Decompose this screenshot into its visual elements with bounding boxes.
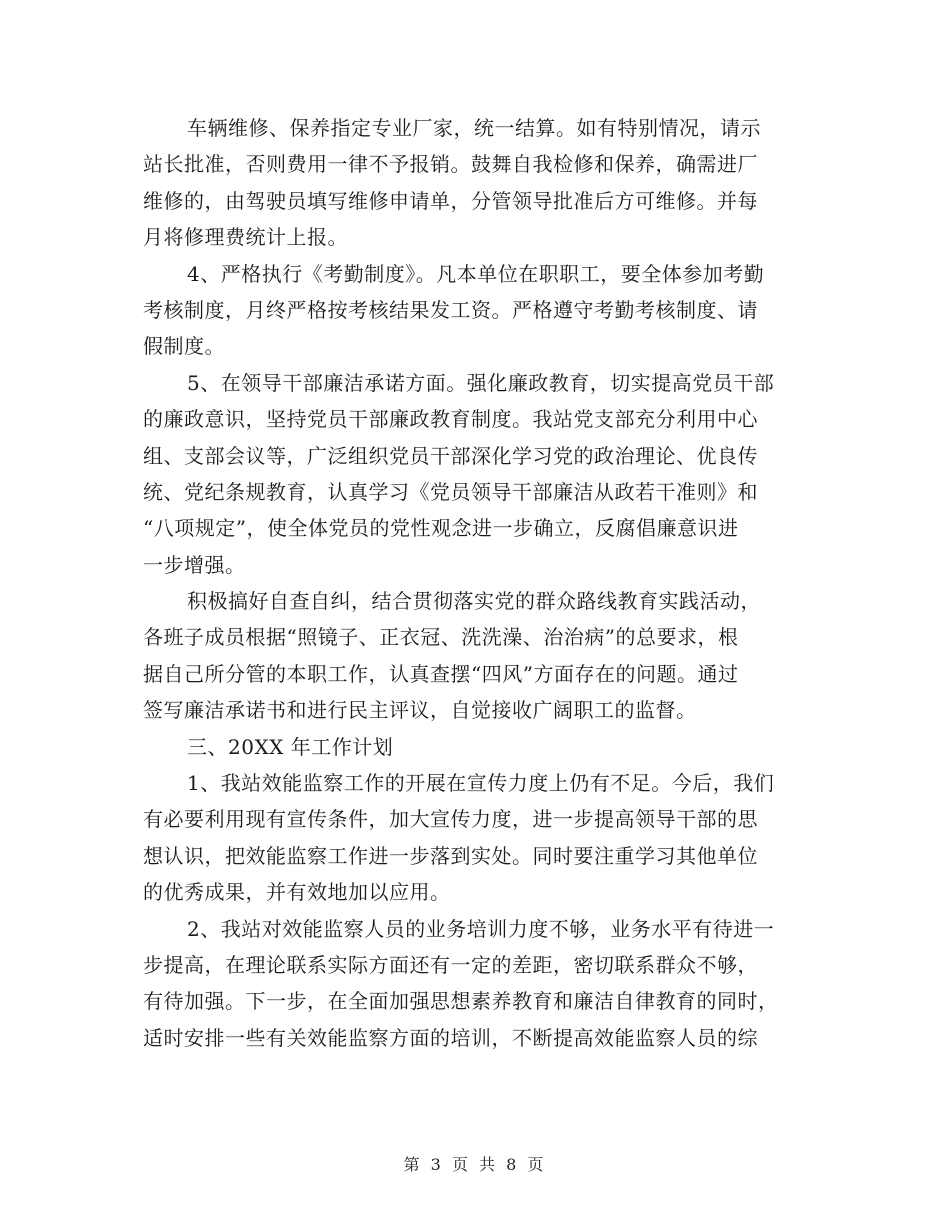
- text-line: 车辆维修、保养指定专业厂家，统一结算。如有特别情况，请示: [187, 116, 761, 140]
- text-line: 5、在领导干部廉洁承诺方面。强化廉政教育，切实提高党员干部: [187, 370, 775, 395]
- text-line: 考核制度，月终严格按考核结果发工资。严格遵守考勤考核制度、请: [143, 297, 758, 322]
- text-line: 的廉政意识，坚持党员干部廉政教育制度。我站党支部充分利用中心: [143, 407, 758, 432]
- text-line: 各班子成员根据“照镜子、正衣冠、洗洗澡、治治病”的总要求，根: [143, 625, 739, 650]
- text-line: 1、我站效能监察工作的开展在宣传力度上仍有不足。今后，我们: [187, 771, 775, 796]
- text-line: 据自己所分管的本职工作，认真查摆“四风”方面存在的问题。通过: [143, 661, 739, 686]
- text-line: 2、我站对效能监察人员的业务培训力度不够，业务水平有待进一: [187, 916, 775, 941]
- text-line: 的优秀成果，并有效地加以应用。: [143, 880, 451, 905]
- text-line: 积极搞好自查自纠，结合贯彻落实党的群众路线教育实践活动，: [187, 589, 761, 614]
- text-line: 统、党纪条规教育，认真学习《党员领导干部廉洁从政若干准则》和: [143, 479, 758, 504]
- text-line: 有待加强。下一步，在全面加强思想素养教育和廉洁自律教育的同时，: [143, 989, 779, 1014]
- text-line: 签写廉洁承诺书和进行民主评议，自觉接收广阔职工的监督。: [143, 698, 697, 723]
- text-line: 假制度。: [143, 334, 225, 359]
- text-line: 组、支部会议等，广泛组织党员干部深化学习党的政治理论、优良传: [143, 443, 758, 468]
- section-heading: 三、20XX 年工作计划: [187, 734, 394, 759]
- text-line: 适时安排一些有关效能监察方面的培训，不断提高效能监察人员的综: [143, 1025, 758, 1050]
- text-line: 一步增强。: [143, 552, 246, 577]
- text-line: 步提高，在理论联系实际方面还有一定的差距，密切联系群众不够，: [143, 952, 758, 977]
- text-line: 站长批准，否则费用一律不予报销。鼓舞自我检修和保养，确需进厂: [143, 152, 758, 177]
- page-number-footer: 第 3 页 共 8 页: [403, 1155, 547, 1174]
- text-line: 4、严格执行《考勤制度》。凡本单位在职职工，要全体参加考勤: [187, 261, 765, 286]
- document-body: [143, 110, 813, 1056]
- text-line: 月将修理费统计上报。: [143, 225, 348, 250]
- text-line: “八项规定”，使全体党员的党性观念进一步确立，反腐倡廉意识进: [143, 516, 739, 541]
- text-line: 有必要利用现有宣传条件，加大宣传力度，进一步提高领导干部的思: [143, 807, 758, 832]
- text-line: 想认识，把效能监察工作进一步落到实处。同时要注重学习其他单位: [143, 843, 758, 868]
- text-line: 维修的，由驾驶员填写维修申请单，分管领导批准后方可维修。并每: [143, 188, 758, 213]
